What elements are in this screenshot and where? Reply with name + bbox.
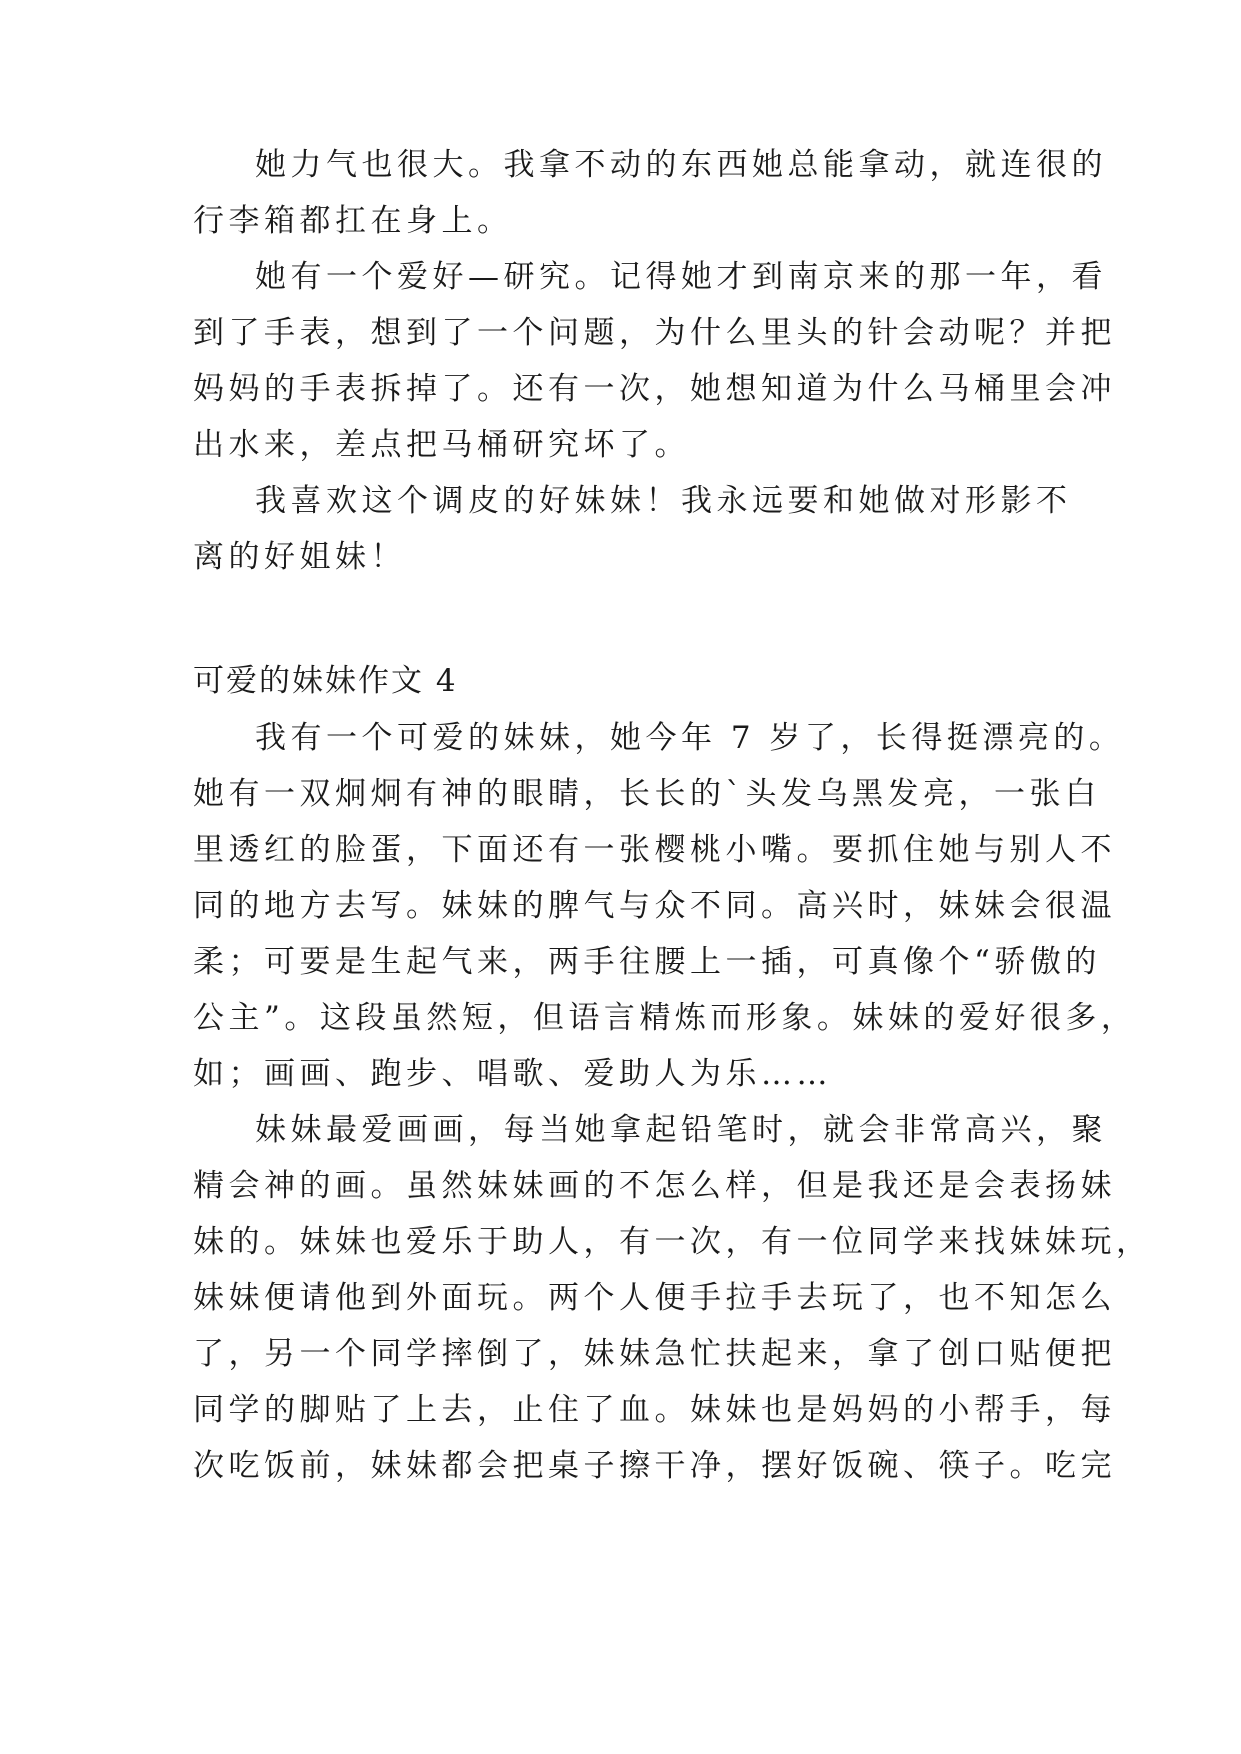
section-paragraph-1-line-3: 里透红的脸蛋，下面还有一张樱桃小嘴。要抓住她与别人不: [193, 832, 1116, 868]
section-paragraph-1-line-1: 我有一个可爱的妹妹，她今年 7 岁了，长得挺漂亮的。: [255, 720, 1125, 756]
section-paragraph-2-line-4: 妹妹便请他到外面玩。两个人便手拉手去玩了，也不知怎么: [193, 1280, 1116, 1316]
paragraph-1-line-1: 她力气也很大。我拿不动的东西她总能拿动，就连很的: [255, 147, 1107, 183]
paragraph-2-line-1: 她有一个爱好—研究。记得她才到南京来的那一年，看: [255, 259, 1107, 295]
section-paragraph-1-line-5: 柔；可要是生起气来，两手往腰上一插，可真像个“骄傲的: [193, 944, 1101, 980]
paragraph-2-line-3: 妈妈的手表拆掉了。还有一次，她想知道为什么马桶里会冲: [193, 371, 1116, 407]
section-paragraph-1-line-4: 同的地方去写。妹妹的脾气与众不同。高兴时，妹妹会很温: [193, 888, 1116, 924]
section-paragraph-2-line-7: 次吃饭前，妹妹都会把桌子擦干净，摆好饭碗、筷子。吃完: [193, 1448, 1116, 1484]
section-paragraph-1-line-6: 公主”。这段虽然短，但语言精炼而形象。妹妹的爱好很多，: [193, 1000, 1137, 1036]
paragraph-2-line-4: 出水来，差点把马桶研究坏了。: [193, 427, 690, 463]
section-paragraph-2-line-6: 同学的脚贴了上去，止住了血。妹妹也是妈妈的小帮手，每: [193, 1392, 1116, 1428]
section-paragraph-2-line-3: 妹的。妹妹也爱乐于助人，有一次，有一位同学来找妹妹玩，: [193, 1224, 1152, 1260]
paragraph-2-line-2: 到了手表，想到了一个问题，为什么里头的针会动呢？并把: [193, 315, 1116, 351]
paragraph-3-line-2: 离的好姐妹！: [193, 539, 406, 575]
section-paragraph-2-line-5: 了，另一个同学摔倒了，妹妹急忙扶起来，拿了创口贴便把: [193, 1336, 1116, 1372]
paragraph-1-line-2: 行李箱都扛在身上。: [193, 203, 513, 239]
section-paragraph-1-line-7: 如；画画、跑步、唱歌、爱助人为乐……: [193, 1056, 832, 1092]
section-paragraph-1-line-2: 她有一双炯炯有神的眼睛，长长的`头发乌黑发亮，一张白: [193, 776, 1101, 812]
section-paragraph-2-line-2: 精会神的画。虽然妹妹画的不怎么样，但是我还是会表扬妹: [193, 1168, 1116, 1204]
section-title: 可爱的妹妹作文 4: [193, 663, 458, 699]
section-paragraph-2-line-1: 妹妹最爱画画，每当她拿起铅笔时，就会非常高兴，聚: [255, 1112, 1107, 1148]
paragraph-3-line-1: 我喜欢这个调皮的好妹妹！我永远要和她做对形影不: [255, 483, 1072, 519]
